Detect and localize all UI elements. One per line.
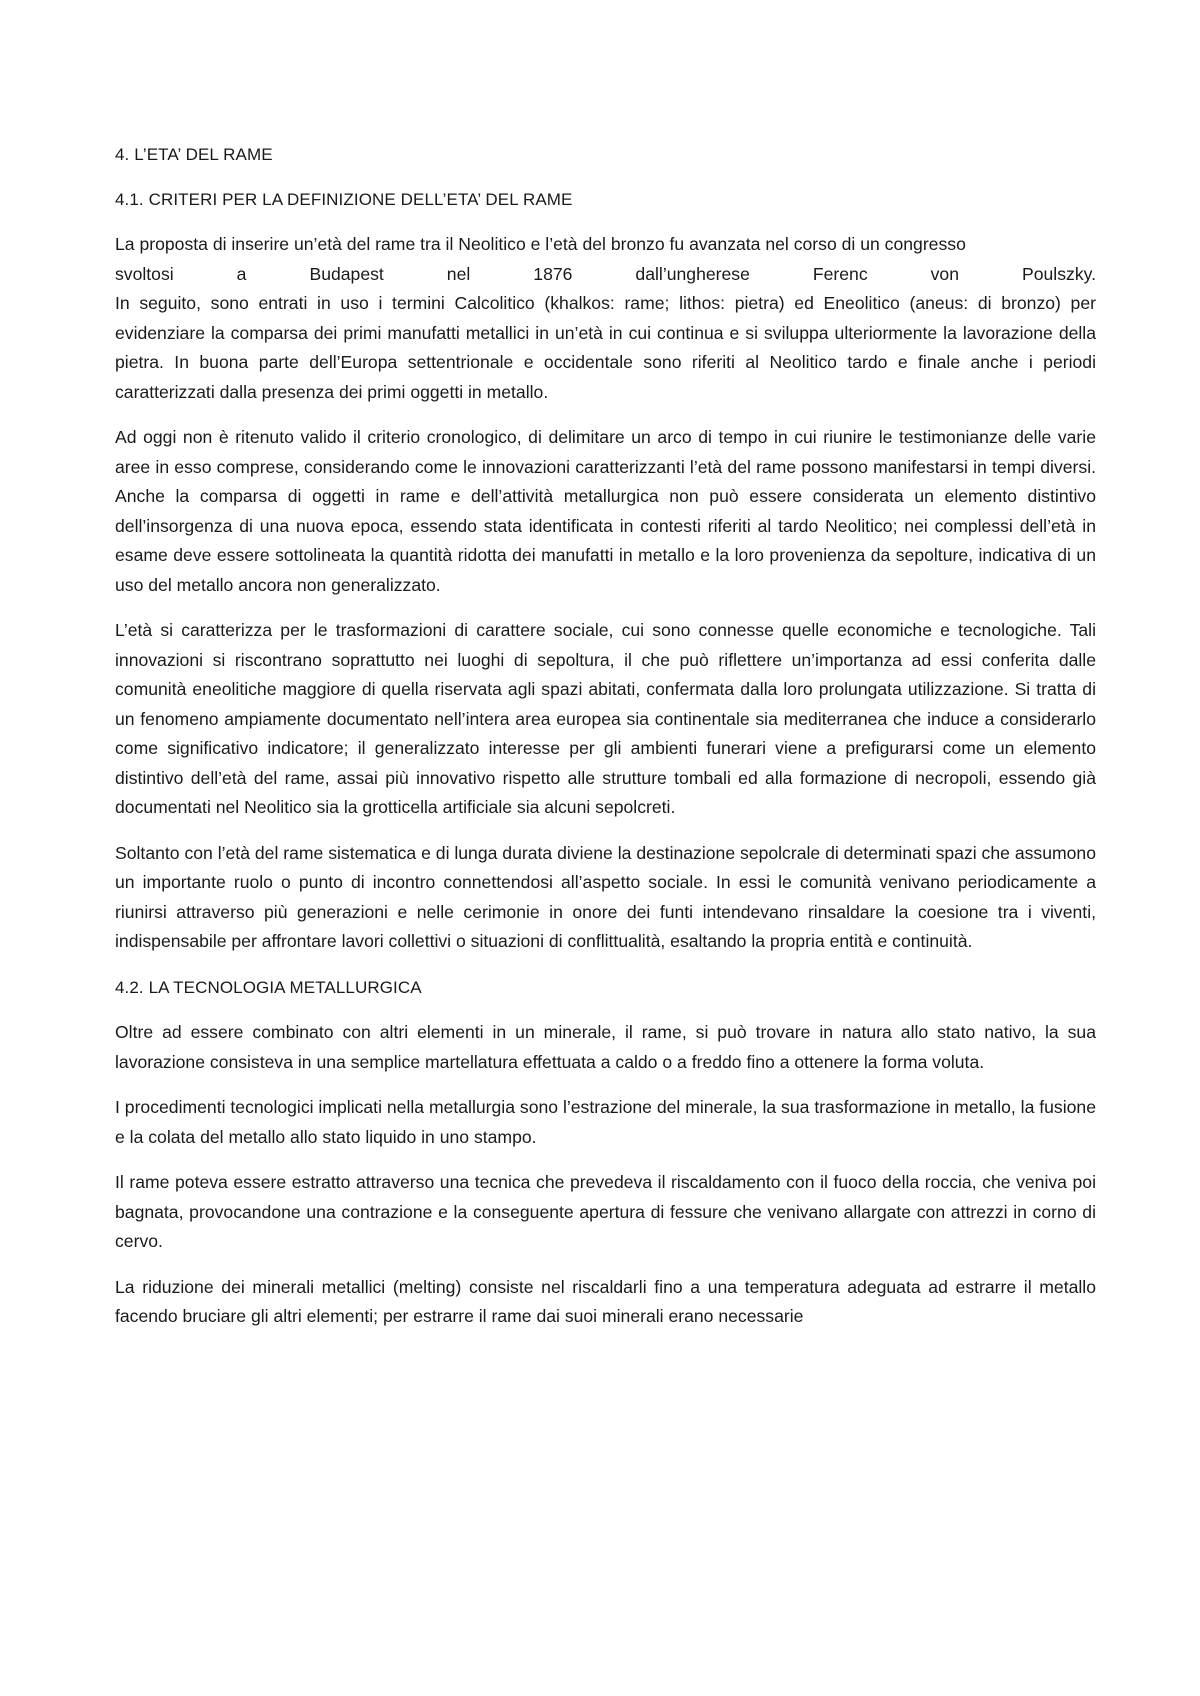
- paragraph-7: Il rame poteva essere estratto attraverso una tecnica che prevedeva il riscaldamento con il fuoco della roccia, che veniva poi bagnata, provocandone una contrazione e la conseguente apertura di fessure che venivano allargate con attrezzi in corno di cervo.: [115, 1172, 1096, 1251]
- paragraph-1: [115, 230, 1096, 407]
- paragraph-1-line-2: svoltosi a Budapest nel 1876 dall’ungherese Ferenc von Poulszky.: [115, 263, 1096, 284]
- paragraph-2: Ad oggi non è ritenuto valido il criterio cronologico, di delimitare un arco di tempo in cui riunire le testimonianze delle varie aree in esso comprese, considerando come le innovazioni caratterizzanti l’età del rame possono manifestarsi in tempi diversi. Anche la comparsa di oggetti in rame e dell’attività metallurgica non può essere considerata un elemento distintivo dell’insorgenza di una nuova epoca, essendo stata identificata in contesti riferiti al tardo Neolitico; nei complessi dell’età in esame deve essere sottolineata la quantità ridotta dei manufatti in metallo e la loro provenienza da sepolture, indicativa di un uso del metallo ancora non generalizzato.: [115, 427, 1096, 595]
- paragraph-4: Soltanto con l’età del rame sistematica e di lunga durata diviene la destinazione sepolcrale di determinati spazi che assumono un importante ruolo o punto di incontro connettendosi all’aspetto sociale. In essi le comunità venivano periodicamente a riunirsi attraverso più generazioni e nelle cerimonie in onore dei funti intendevano rinsaldare la coesione tra i viventi, indispensabile per affrontare lavori collettivi o situazioni di conflittualità, esaltando la propria entità e continuità.: [115, 842, 1096, 951]
- section-heading-4-2: 4.2. LA TECNOLOGIA METALLURGICA: [115, 977, 422, 997]
- chapter-heading: 4. L’ETA’ DEL RAME: [115, 145, 273, 164]
- section-heading-4-1: 4.1. CRITERI PER LA DEFINIZIONE DELL’ETA’ DEL RAME: [115, 189, 573, 209]
- paragraph-1-rest: In seguito, sono entrati in uso i termini Calcolitico (khalkos: rame; lithos: pietra) ed Eneolitico (aneus: di bronzo) per evidenziare la comparsa dei primi manufatti metallici in un’età in cui continua e si sviluppa ulteriormente la lavorazione della pietra. In buona parte dell’Europa settentrionale e occidentale sono riferiti al Neolitico tardo e finale anche i periodi caratterizzati dalla presenza dei primi oggetti in metallo.: [115, 293, 1096, 402]
- paragraph-5: Oltre ad essere combinato con altri elementi in un minerale, il rame, si può trovare in natura allo stato nativo, la sua lavorazione consisteva in una semplice martellatura effettuata a caldo o a freddo fino a ottenere la forma voluta.: [115, 1022, 1096, 1072]
- paragraph-1-line-1: La proposta di inserire un’età del rame tra il Neolitico e l’età del bronzo fu avanzata nel corso di un congresso: [115, 234, 966, 254]
- paragraph-6: I procedimenti tecnologici implicati nella metallurgia sono l’estrazione del minerale, la sua trasformazione in metallo, la fusione e la colata del metallo allo stato liquido in uno stampo.: [115, 1097, 1096, 1147]
- paragraph-3: L’età si caratterizza per le trasformazioni di carattere sociale, cui sono connesse quelle economiche e tecnologiche. Tali innovazioni si riscontrano soprattutto nei luoghi di sepoltura, il che può riflettere un’importanza ad essi conferita dalle comunità eneolitiche maggiore di quella riservata agli spazi abitati, confermata dalla loro prolungata utilizzazione. Si tratta di un fenomeno ampiamente documentato nell’intera area europea sia continentale sia mediterranea che induce a considerarlo come significativo indicatore; il generalizzato interesse per gli ambienti funerari viene a prefigurarsi come un elemento distintivo dell’età del rame, assai più innovativo rispetto alle strutture tombali ed alla formazione di necropoli, essendo già documentati nel Neolitico sia la grotticella artificiale sia alcuni sepolcreti.: [115, 620, 1096, 817]
- paragraph-8: La riduzione dei minerali metallici (melting) consiste nel riscaldarli fino a una temperatura adeguata ad estrarre il metallo facendo bruciare gli altri elementi; per estrarre il rame dai suoi minerali erano necessarie: [115, 1276, 1096, 1326]
